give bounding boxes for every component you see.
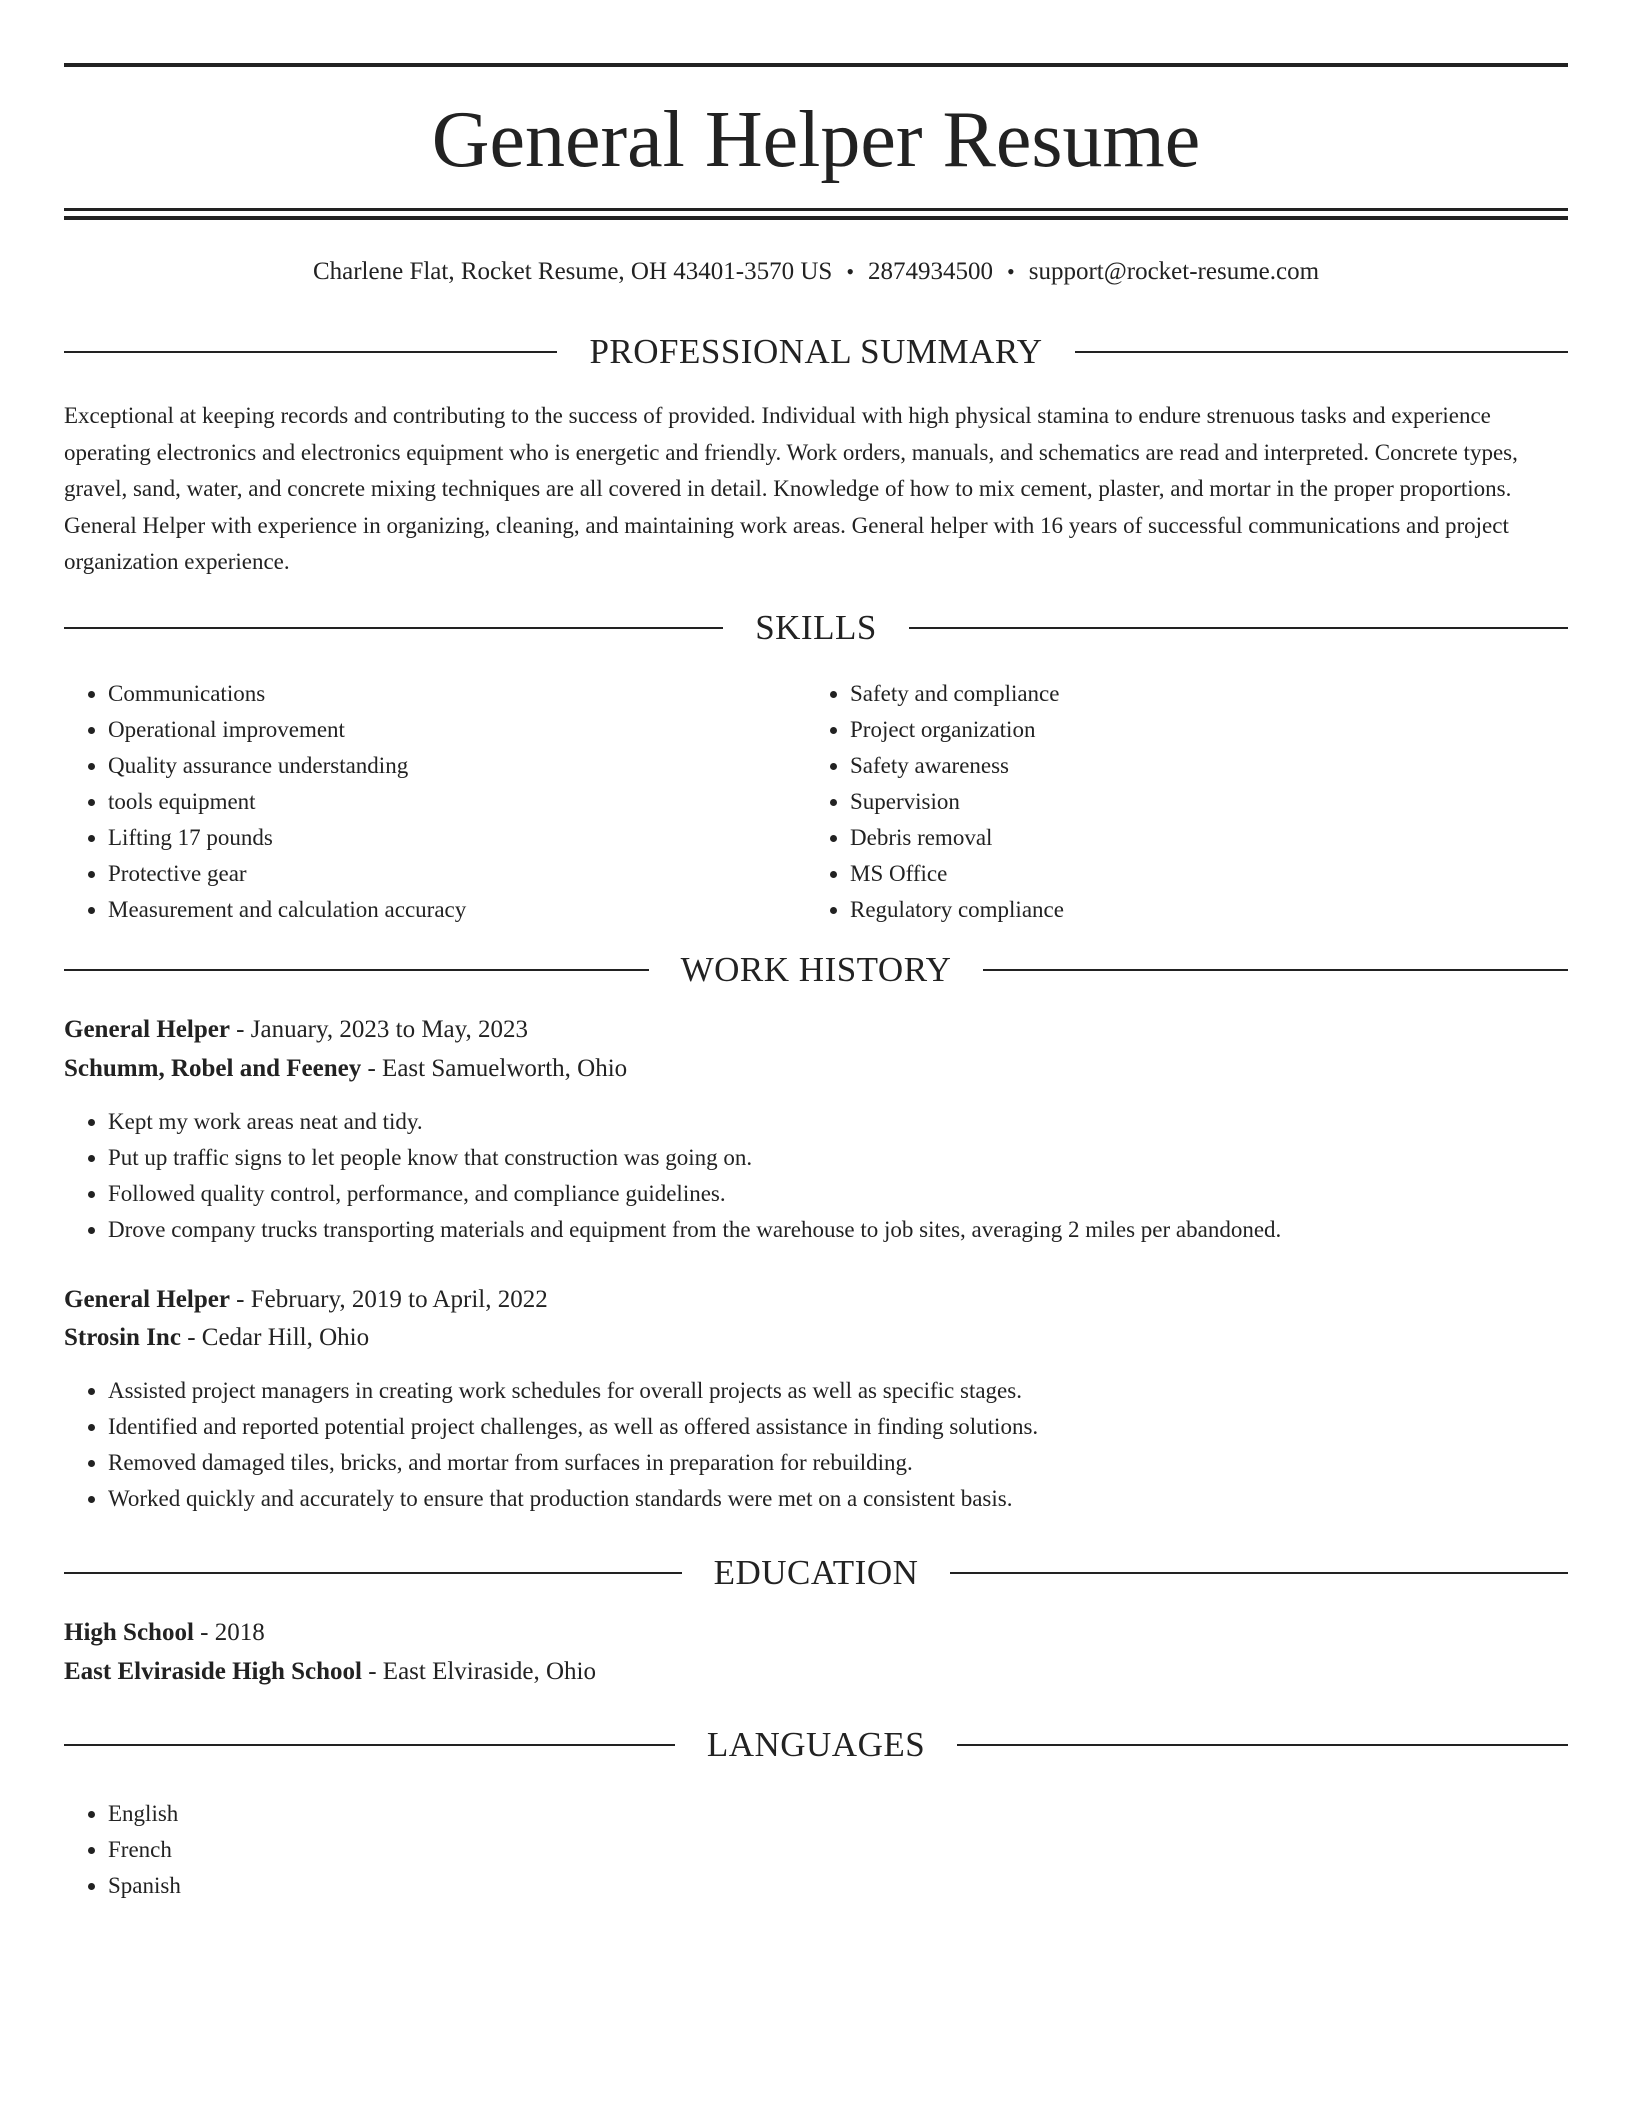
skill-item: • Lifting 17 pounds (108, 820, 804, 856)
heading-rule-left (64, 627, 723, 629)
section-heading-summary (64, 327, 1568, 377)
heading-rule-left (64, 1572, 682, 1574)
job-title: General Helper (64, 1016, 230, 1043)
job-dates: - February, 2019 to April, 2022 (229, 1286, 548, 1313)
job-duties-list (64, 1373, 1568, 1517)
job-duty: • Kept my work areas neat and tidy. (108, 1104, 1568, 1140)
job-duties-list (64, 1104, 1568, 1248)
skill-item: • Supervision (850, 784, 1566, 820)
section-title-work-history: WORK HISTORY (680, 950, 952, 989)
section-heading-languages (64, 1720, 1568, 1770)
section-title-summary: PROFESSIONAL SUMMARY (589, 332, 1043, 371)
skill-item: • Safety and compliance (850, 676, 1566, 712)
section-heading-skills (64, 603, 1568, 653)
job-title-line (64, 1282, 1568, 1318)
job-duty: • Drove company trucks transporting materials and equipment from the warehouse to job sites, averaging 2 miles per abandoned. (108, 1212, 1568, 1248)
skill-item: • MS Office (850, 856, 1566, 892)
resume-title: General Helper Resume (431, 96, 1201, 184)
heading-rule-left (64, 1744, 675, 1746)
heading-rule-left (64, 969, 649, 971)
summary-text: Exceptional at keeping records and contributing to the success of provided. Individual with high physical stamina to endure strenuous tasks and experience operating electronics and electronics equipment who is energetic and friendly. Work orders, manuals, and schematics are read and interpreted. Concrete types, gravel, sand, water, and concrete mixing techniques are all covered in detail. Knowledge of how to mix cement, plaster, and mortar in the proper proportions. General Helper with experience in organizing, cleaning, and maintaining work areas. General helper with 16 years of successful communications and project organization experience. (64, 403, 1518, 574)
skills-column-right (806, 676, 1566, 928)
contact-phone: 2874934500 (868, 258, 994, 285)
section-heading-work-history (64, 945, 1568, 995)
job-location: - Cedar Hill, Ohio (180, 1324, 370, 1351)
section-heading-education (64, 1548, 1568, 1598)
job-duty: • Assisted project managers in creating work schedules for overall projects as well as specific stages. (108, 1373, 1568, 1409)
job-duty: • Put up traffic signs to let people know that construction was going on. (108, 1140, 1568, 1176)
education-degree-line (64, 1615, 1568, 1651)
education-year: - 2018 (193, 1619, 265, 1646)
job-duties (64, 1373, 1568, 1517)
heading-rule-right (957, 1744, 1568, 1746)
skill-item: • Safety awareness (850, 748, 1566, 784)
skill-item: • tools equipment (108, 784, 804, 820)
heading-rule-right (909, 627, 1568, 629)
job-dates: - January, 2023 to May, 2023 (229, 1016, 529, 1043)
section-title-education: EDUCATION (713, 1553, 919, 1592)
languages-list (64, 1796, 1568, 1904)
skills-column-left (64, 676, 804, 928)
skill-item: • Communications (108, 676, 804, 712)
job-location: - East Samuelworth, Ohio (361, 1055, 628, 1082)
education-location: - East Elviraside, Ohio (361, 1658, 596, 1685)
skill-item: • Quality assurance understanding (108, 748, 804, 784)
skill-item: • Regulatory compliance (850, 892, 1566, 928)
job-company-line (64, 1051, 1568, 1087)
section-title-skills: SKILLS (755, 608, 877, 647)
job-duty: • Worked quickly and accurately to ensure that production standards were met on a consistent basis. (108, 1481, 1568, 1517)
contact-separator: • (846, 259, 855, 284)
job-duty: • Removed damaged tiles, bricks, and mortar from surfaces in preparation for rebuilding. (108, 1445, 1568, 1481)
title-double-rule (64, 208, 1568, 220)
skills-list-right (806, 676, 1566, 928)
language-item: • English (108, 1796, 1568, 1832)
job-duty: • Followed quality control, performance, and compliance guidelines. (108, 1176, 1568, 1212)
language-item: • French (108, 1832, 1568, 1868)
heading-rule-right (1075, 351, 1568, 353)
education-degree: High School (64, 1619, 194, 1646)
job-duty: • Identified and reported potential project challenges, as well as offered assistance in finding solutions. (108, 1409, 1568, 1445)
heading-rule-left (64, 351, 557, 353)
skill-item: • Project organization (850, 712, 1566, 748)
job-company-line (64, 1320, 1568, 1356)
contact-line (64, 254, 1568, 290)
heading-rule-right (983, 969, 1568, 971)
languages-block (64, 1796, 1568, 1904)
job-title-line (64, 1012, 1568, 1048)
job-title: General Helper (64, 1286, 230, 1313)
contact-email: support@rocket-resume.com (1028, 258, 1320, 285)
contact-address: Charlene Flat, Rocket Resume, OH 43401-3570 US (312, 258, 833, 285)
skill-item: • Debris removal (850, 820, 1566, 856)
skill-item: • Measurement and calculation accuracy (108, 892, 804, 928)
education-school-line (64, 1654, 1568, 1690)
skills-list-left (64, 676, 804, 928)
top-rule (64, 63, 1568, 67)
job-company: Schumm, Robel and Feeney (64, 1055, 362, 1082)
job-company: Strosin Inc (64, 1324, 181, 1351)
job-duties (64, 1104, 1568, 1248)
section-title-languages: LANGUAGES (706, 1725, 926, 1764)
skill-item: • Operational improvement (108, 712, 804, 748)
education-school: East Elviraside High School (64, 1658, 362, 1685)
skill-item: • Protective gear (108, 856, 804, 892)
contact-separator: • (1007, 259, 1015, 284)
heading-rule-right (950, 1572, 1568, 1574)
language-item: • Spanish (108, 1868, 1568, 1904)
